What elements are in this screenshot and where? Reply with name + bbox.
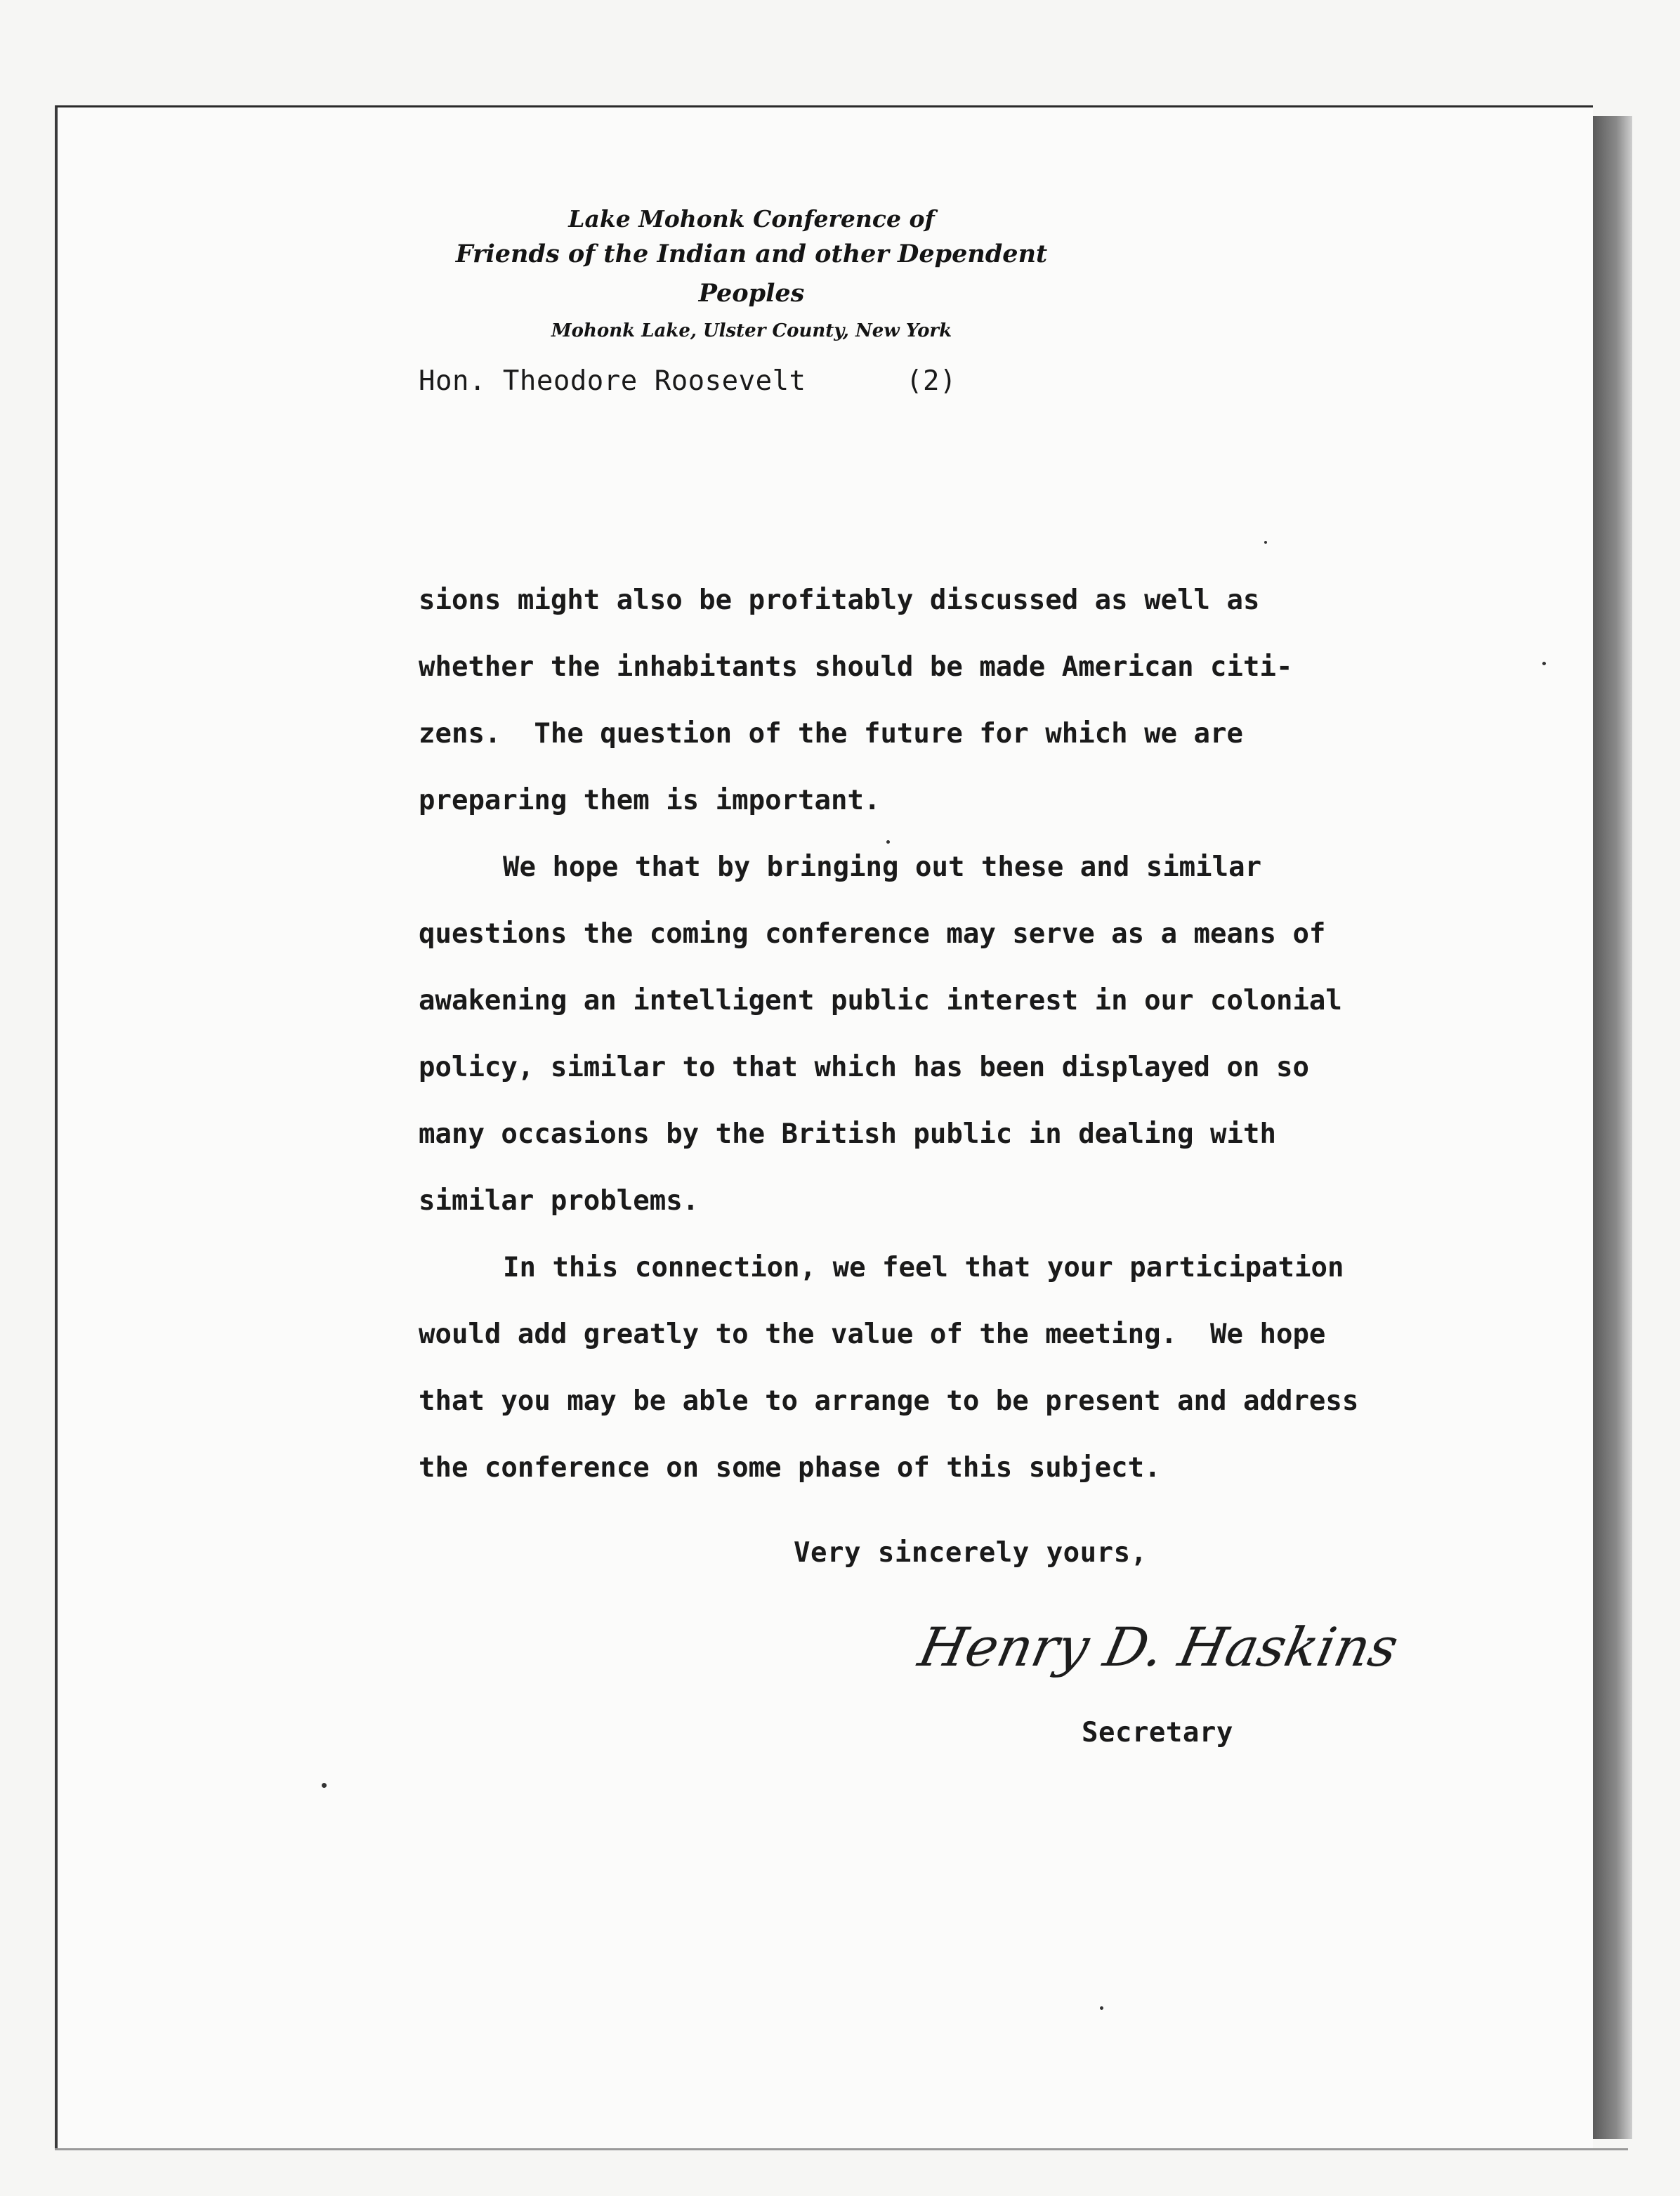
- body-line: zens. The question of the future for which we are: [419, 718, 1243, 750]
- signer-title: Secretary: [1082, 1717, 1233, 1749]
- ink-speck: [1542, 662, 1546, 665]
- body-line: We hope that by bringing out these and similar: [503, 851, 1262, 883]
- ink-speck: [886, 840, 890, 844]
- page-edge-shadow: [1593, 116, 1632, 2139]
- body-line: sions might also be profitably discussed as well as: [419, 584, 1260, 616]
- body-line: awakening an intelligent public interest in our colonial: [419, 985, 1342, 1017]
- ink-speck: [1264, 541, 1267, 544]
- body-line: similar problems.: [419, 1185, 700, 1217]
- ink-speck: [322, 1783, 327, 1788]
- addressee: Hon. Theodore Roosevelt: [419, 365, 806, 397]
- letter-body: [419, 580, 1437, 1514]
- paragraph-3: [419, 1247, 1437, 1514]
- letterhead: [421, 204, 1082, 348]
- letterhead-line-1: Lake Mohonk Conference of: [568, 205, 935, 233]
- letterhead-line-2: Friends of the Indian and other Dependent Peoples: [455, 240, 1048, 308]
- body-line: whether the inhabitants should be made American citi-: [419, 651, 1293, 683]
- page-bottom-edge: [55, 2148, 1628, 2150]
- paragraph-1: [419, 580, 1437, 847]
- body-line: that you may be able to arrange to be present and address: [419, 1385, 1359, 1417]
- body-line: would add greatly to the value of the meeting. We hope: [419, 1319, 1326, 1350]
- body-line: the conference on some phase of this subject.: [419, 1452, 1161, 1484]
- page-number: (2): [906, 365, 957, 397]
- paragraph-2: [419, 847, 1437, 1247]
- signature: Henry D. Haskins: [913, 1616, 1404, 1678]
- ink-speck: [1100, 2006, 1103, 2010]
- body-line: many occasions by the British public in dealing with: [419, 1118, 1276, 1150]
- letterhead-address: Mohonk Lake, Ulster County, New York: [551, 320, 952, 341]
- body-line: policy, similar to that which has been displayed on so: [419, 1052, 1309, 1083]
- closing: Very sincerely yours,: [794, 1537, 1148, 1569]
- body-line: In this connection, we feel that your participation: [503, 1252, 1344, 1283]
- body-line: questions the coming conference may serve as a means of: [419, 918, 1326, 950]
- body-line: preparing them is important.: [419, 785, 881, 816]
